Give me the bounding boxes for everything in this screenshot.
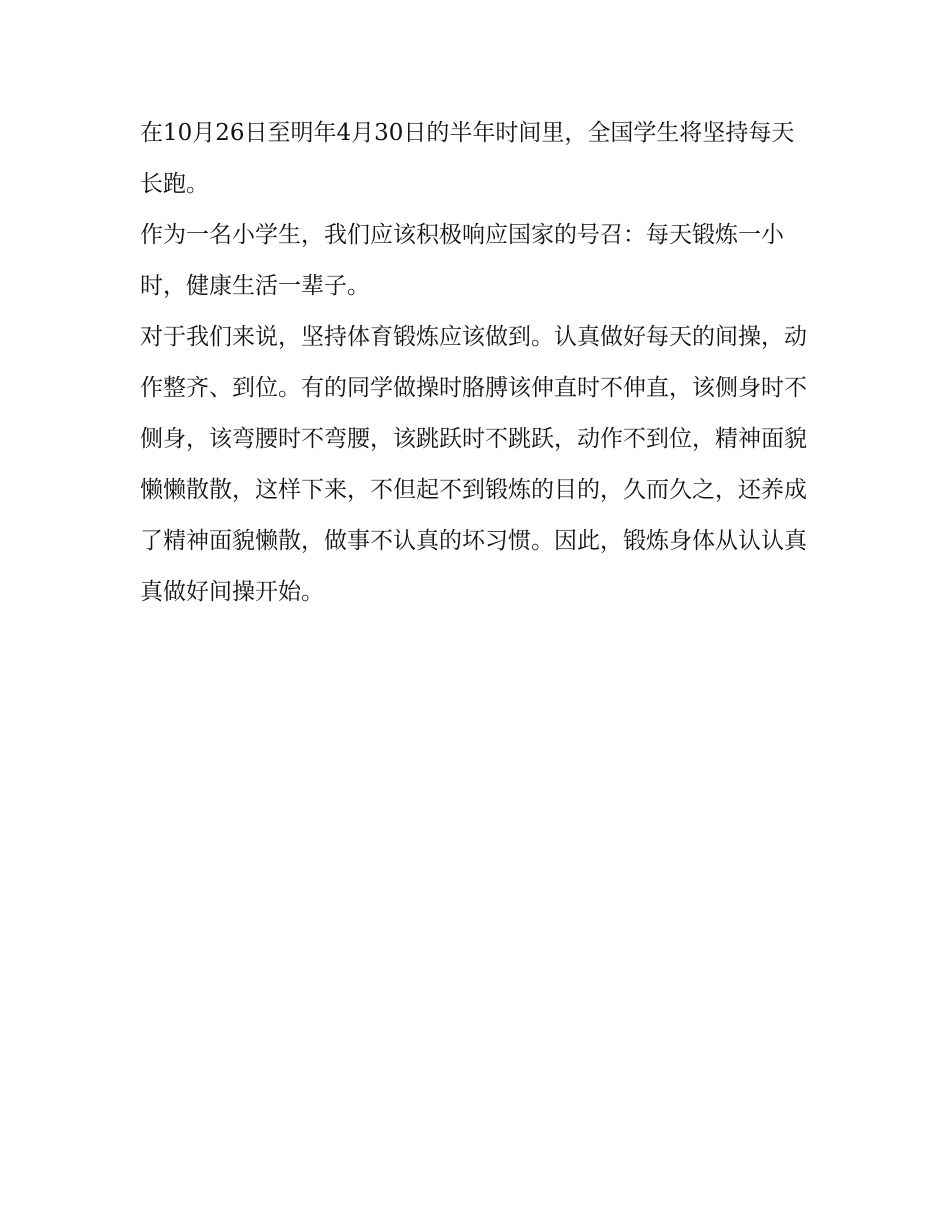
- paragraph-1: 在10月26日至明年4月30日的半年时间里，全国学生将坚持每天长跑。: [140, 120, 795, 197]
- paragraph-3: 对于我们来说，坚持体育锻炼应该做到。认真做好每天的间操，动作整齐、到位。有的同学做操时胳膊该伸直时不伸直，该侧身时不侧身，该弯腰时不弯腰，该跳跃时不跳跃，动作不到位，精神面貌懒懒散散，这样下来，不但起不到锻炼的目的，久而久之，还养成了精神面貌懒散，做事不认真的坏习惯。因此，锻炼身体从认认真真做好间操开始。: [140, 324, 807, 605]
- document-body: [140, 108, 812, 618]
- paragraph-2: 作为一名小学生，我们应该积极响应国家的号召：每天锻炼一小时，健康生活一辈子。: [140, 222, 784, 299]
